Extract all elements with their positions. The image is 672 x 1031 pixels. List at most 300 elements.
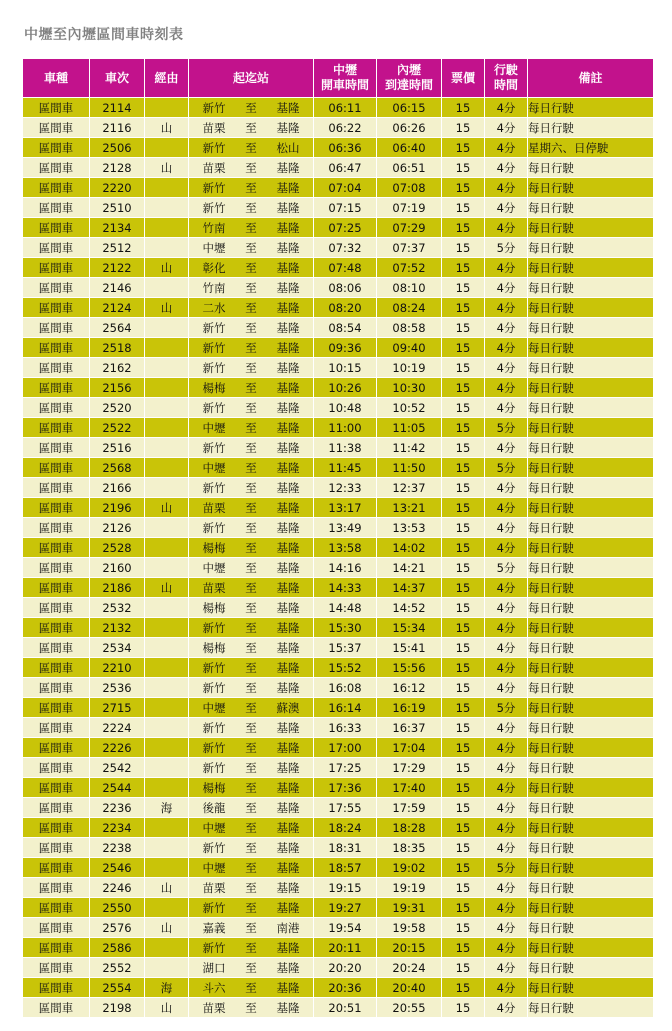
route: [189, 418, 313, 438]
note: 每日行駛: [528, 758, 653, 778]
fare: 15: [442, 798, 484, 818]
route-connector: 至: [245, 700, 257, 715]
arrival-time: 20:40: [377, 978, 441, 998]
train-number: 2586: [90, 938, 144, 958]
note: 每日行駛: [528, 878, 653, 898]
fare: 15: [442, 218, 484, 238]
origin-station: 苗栗: [202, 120, 226, 135]
note: 每日行駛: [528, 718, 653, 738]
train-type: 區間車: [23, 518, 89, 538]
header-train: 車次: [90, 59, 144, 98]
route-connector: 至: [245, 980, 257, 995]
table-row: [23, 178, 653, 198]
duration: 4分: [485, 718, 527, 738]
departure-time: 06:11: [314, 98, 376, 118]
table-row: [23, 678, 653, 698]
train-number: 2122: [90, 258, 144, 278]
via-line: [145, 838, 188, 858]
table-row: [23, 838, 653, 858]
train-type: 區間車: [23, 578, 89, 598]
table-row: [23, 418, 653, 438]
via-line: [145, 438, 188, 458]
table-row: [23, 298, 653, 318]
header-duration-line1: 行駛: [493, 63, 518, 77]
duration: 4分: [485, 278, 527, 298]
arrival-time: 06:15: [377, 98, 441, 118]
arrival-time: 19:58: [377, 918, 441, 938]
origin-station: 苗栗: [202, 580, 226, 595]
train-number: 2116: [90, 118, 144, 138]
table-row: [23, 998, 653, 1018]
table-row: [23, 518, 653, 538]
table-row: [23, 898, 653, 918]
destination-station: 基隆: [276, 420, 300, 435]
via-line: 海: [145, 978, 188, 998]
train-number: 2162: [90, 358, 144, 378]
origin-station: 中壢: [202, 820, 226, 835]
route: [189, 498, 313, 518]
note: 每日行駛: [528, 158, 653, 178]
train-type: 區間車: [23, 918, 89, 938]
header-row: [23, 59, 653, 98]
duration: 4分: [485, 738, 527, 758]
departure-time: 07:48: [314, 258, 376, 278]
train-number: 2564: [90, 318, 144, 338]
train-number: 2510: [90, 198, 144, 218]
table-row: [23, 558, 653, 578]
departure-time: 11:00: [314, 418, 376, 438]
table-row: [23, 478, 653, 498]
train-type: 區間車: [23, 158, 89, 178]
via-line: [145, 538, 188, 558]
origin-station: 楊梅: [202, 540, 226, 555]
via-line: [145, 178, 188, 198]
train-type: 區間車: [23, 998, 89, 1018]
departure-time: 19:54: [314, 918, 376, 938]
note: 每日行駛: [528, 318, 653, 338]
destination-station: 基隆: [276, 880, 300, 895]
departure-time: 06:36: [314, 138, 376, 158]
note: 每日行駛: [528, 378, 653, 398]
via-line: [145, 378, 188, 398]
fare: 15: [442, 278, 484, 298]
route: [189, 198, 313, 218]
via-line: [145, 898, 188, 918]
via-line: [145, 138, 188, 158]
duration: 5分: [485, 418, 527, 438]
via-line: [145, 758, 188, 778]
destination-station: 基隆: [276, 860, 300, 875]
fare: 15: [442, 778, 484, 798]
origin-station: 竹南: [202, 280, 226, 295]
table-row: [23, 538, 653, 558]
destination-station: 松山: [276, 140, 300, 155]
arrival-time: 11:50: [377, 458, 441, 478]
departure-time: 07:25: [314, 218, 376, 238]
train-type: 區間車: [23, 118, 89, 138]
duration: 4分: [485, 398, 527, 418]
note: 每日行駛: [528, 238, 653, 258]
departure-time: 17:36: [314, 778, 376, 798]
fare: 15: [442, 338, 484, 358]
destination-station: 基隆: [276, 980, 300, 995]
note: 每日行駛: [528, 858, 653, 878]
departure-time: 14:48: [314, 598, 376, 618]
departure-time: 17:00: [314, 738, 376, 758]
fare: 15: [442, 618, 484, 638]
fare: 15: [442, 438, 484, 458]
route: [189, 638, 313, 658]
route: [189, 738, 313, 758]
departure-time: 15:52: [314, 658, 376, 678]
train-number: 2234: [90, 818, 144, 838]
fare: 15: [442, 258, 484, 278]
route-connector: 至: [245, 580, 257, 595]
duration: 4分: [485, 138, 527, 158]
via-line: [145, 818, 188, 838]
train-type: 區間車: [23, 898, 89, 918]
route: [189, 598, 313, 618]
route: [189, 298, 313, 318]
table-row: [23, 318, 653, 338]
departure-time: 18:31: [314, 838, 376, 858]
route: [189, 578, 313, 598]
note: 每日行駛: [528, 278, 653, 298]
train-type: 區間車: [23, 378, 89, 398]
duration: 4分: [485, 758, 527, 778]
departure-time: 13:49: [314, 518, 376, 538]
table-row: [23, 578, 653, 598]
destination-station: 基隆: [276, 640, 300, 655]
origin-station: 新竹: [202, 360, 226, 375]
train-type: 區間車: [23, 398, 89, 418]
header-via: 經由: [145, 59, 188, 98]
via-line: [145, 678, 188, 698]
duration: 4分: [485, 518, 527, 538]
arrival-time: 16:19: [377, 698, 441, 718]
origin-station: 新竹: [202, 340, 226, 355]
via-line: 山: [145, 158, 188, 178]
destination-station: 基隆: [276, 560, 300, 575]
table-row: [23, 238, 653, 258]
duration: 5分: [485, 558, 527, 578]
departure-time: 14:33: [314, 578, 376, 598]
origin-station: 新竹: [202, 400, 226, 415]
duration: 4分: [485, 898, 527, 918]
departure-time: 20:20: [314, 958, 376, 978]
via-line: [145, 618, 188, 638]
arrival-time: 08:24: [377, 298, 441, 318]
arrival-time: 06:51: [377, 158, 441, 178]
destination-station: 基隆: [276, 520, 300, 535]
departure-time: 12:33: [314, 478, 376, 498]
duration: 4分: [485, 978, 527, 998]
destination-station: 基隆: [276, 460, 300, 475]
fare: 15: [442, 918, 484, 938]
arrival-time: 17:04: [377, 738, 441, 758]
note: 每日行駛: [528, 398, 653, 418]
route-connector: 至: [245, 780, 257, 795]
route: [189, 818, 313, 838]
arrival-time: 06:40: [377, 138, 441, 158]
destination-station: 基隆: [276, 320, 300, 335]
duration: 4分: [485, 658, 527, 678]
note: 每日行駛: [528, 918, 653, 938]
train-number: 2715: [90, 698, 144, 718]
route-connector: 至: [245, 940, 257, 955]
fare: 15: [442, 398, 484, 418]
fare: 15: [442, 318, 484, 338]
note: 每日行駛: [528, 658, 653, 678]
table-row: [23, 798, 653, 818]
train-type: 區間車: [23, 638, 89, 658]
duration: 4分: [485, 818, 527, 838]
table-row: [23, 698, 653, 718]
departure-time: 13:58: [314, 538, 376, 558]
duration: 4分: [485, 358, 527, 378]
route-connector: 至: [245, 120, 257, 135]
table-row: [23, 958, 653, 978]
origin-station: 湖口: [202, 960, 226, 975]
origin-station: 楊梅: [202, 640, 226, 655]
destination-station: 基隆: [276, 720, 300, 735]
route: [189, 798, 313, 818]
via-line: [145, 598, 188, 618]
route-connector: 至: [245, 180, 257, 195]
arrival-time: 07:08: [377, 178, 441, 198]
route: [189, 558, 313, 578]
route-connector: 至: [245, 660, 257, 675]
origin-station: 楊梅: [202, 380, 226, 395]
departure-time: 19:15: [314, 878, 376, 898]
arrival-time: 16:37: [377, 718, 441, 738]
train-type: 區間車: [23, 358, 89, 378]
origin-station: 新竹: [202, 480, 226, 495]
route: [189, 258, 313, 278]
destination-station: 基隆: [276, 600, 300, 615]
route-connector: 至: [245, 320, 257, 335]
duration: 4分: [485, 298, 527, 318]
train-type: 區間車: [23, 98, 89, 118]
via-line: [145, 658, 188, 678]
via-line: [145, 558, 188, 578]
route-connector: 至: [245, 1000, 257, 1015]
train-type: 區間車: [23, 778, 89, 798]
header-duration-line2: 時間: [493, 78, 518, 92]
duration: 4分: [485, 918, 527, 938]
route: [189, 238, 313, 258]
table-row: [23, 818, 653, 838]
origin-station: 竹南: [202, 220, 226, 235]
fare: 15: [442, 838, 484, 858]
departure-time: 07:04: [314, 178, 376, 198]
duration: 4分: [485, 258, 527, 278]
header-type: 車種: [23, 59, 89, 98]
fare: 15: [442, 538, 484, 558]
duration: 4分: [485, 598, 527, 618]
route: [189, 478, 313, 498]
note: 每日行駛: [528, 778, 653, 798]
arrival-time: 15:41: [377, 638, 441, 658]
table-row: [23, 738, 653, 758]
route-connector: 至: [245, 920, 257, 935]
destination-station: 基隆: [276, 780, 300, 795]
train-type: 區間車: [23, 978, 89, 998]
destination-station: 蘇澳: [276, 700, 300, 715]
train-type: 區間車: [23, 658, 89, 678]
destination-station: 基隆: [276, 660, 300, 675]
via-line: 山: [145, 298, 188, 318]
departure-time: 10:15: [314, 358, 376, 378]
table-row: [23, 918, 653, 938]
route: [189, 138, 313, 158]
destination-station: 基隆: [276, 960, 300, 975]
via-line: [145, 98, 188, 118]
table-row: [23, 978, 653, 998]
via-line: [145, 718, 188, 738]
note: 每日行駛: [528, 118, 653, 138]
arrival-time: 08:10: [377, 278, 441, 298]
train-number: 2210: [90, 658, 144, 678]
via-line: [145, 858, 188, 878]
note: 每日行駛: [528, 838, 653, 858]
route: [189, 538, 313, 558]
header-departure-station: 中壢: [332, 63, 357, 77]
route-connector: 至: [245, 520, 257, 535]
origin-station: 新竹: [202, 720, 226, 735]
destination-station: 基隆: [276, 940, 300, 955]
via-line: [145, 218, 188, 238]
route: [189, 858, 313, 878]
route: [189, 758, 313, 778]
train-number: 2516: [90, 438, 144, 458]
origin-station: 新竹: [202, 620, 226, 635]
duration: 4分: [485, 498, 527, 518]
fare: 15: [442, 98, 484, 118]
arrival-time: 17:59: [377, 798, 441, 818]
via-line: [145, 198, 188, 218]
train-number: 2532: [90, 598, 144, 618]
duration: 5分: [485, 458, 527, 478]
route: [189, 998, 313, 1018]
departure-time: 06:47: [314, 158, 376, 178]
route: [189, 338, 313, 358]
via-line: [145, 958, 188, 978]
origin-station: 中壢: [202, 560, 226, 575]
via-line: 山: [145, 878, 188, 898]
train-type: 區間車: [23, 218, 89, 238]
train-type: 區間車: [23, 818, 89, 838]
arrival-time: 15:56: [377, 658, 441, 678]
destination-station: 基隆: [276, 900, 300, 915]
arrival-time: 20:24: [377, 958, 441, 978]
note: 每日行駛: [528, 898, 653, 918]
header-arrival: [377, 59, 441, 98]
train-type: 區間車: [23, 718, 89, 738]
origin-station: 新竹: [202, 680, 226, 695]
destination-station: 基隆: [276, 740, 300, 755]
fare: 15: [442, 458, 484, 478]
origin-station: 苗栗: [202, 1000, 226, 1015]
route-connector: 至: [245, 760, 257, 775]
duration: 4分: [485, 158, 527, 178]
destination-station: 基隆: [276, 820, 300, 835]
duration: 4分: [485, 478, 527, 498]
destination-station: 基隆: [276, 500, 300, 515]
route-connector: 至: [245, 860, 257, 875]
table-row: [23, 858, 653, 878]
destination-station: 基隆: [276, 240, 300, 255]
origin-station: 新竹: [202, 140, 226, 155]
route: [189, 878, 313, 898]
via-line: [145, 238, 188, 258]
departure-time: 16:33: [314, 718, 376, 738]
fare: 15: [442, 118, 484, 138]
departure-time: 14:16: [314, 558, 376, 578]
destination-station: 基隆: [276, 300, 300, 315]
route-connector: 至: [245, 420, 257, 435]
arrival-time: 08:58: [377, 318, 441, 338]
origin-station: 新竹: [202, 940, 226, 955]
via-line: 山: [145, 498, 188, 518]
table-row: [23, 438, 653, 458]
duration: 4分: [485, 578, 527, 598]
route: [189, 958, 313, 978]
departure-time: 20:51: [314, 998, 376, 1018]
train-type: 區間車: [23, 678, 89, 698]
route: [189, 618, 313, 638]
route-connector: 至: [245, 140, 257, 155]
train-number: 2554: [90, 978, 144, 998]
origin-station: 新竹: [202, 440, 226, 455]
arrival-time: 10:52: [377, 398, 441, 418]
via-line: [145, 338, 188, 358]
fare: 15: [442, 698, 484, 718]
train-type: 區間車: [23, 738, 89, 758]
route: [189, 218, 313, 238]
route: [189, 178, 313, 198]
route: [189, 658, 313, 678]
note: 每日行駛: [528, 978, 653, 998]
train-number: 2220: [90, 178, 144, 198]
origin-station: 新竹: [202, 200, 226, 215]
timetable: [22, 59, 654, 1018]
route-connector: 至: [245, 300, 257, 315]
route-connector: 至: [245, 100, 257, 115]
origin-station: 苗栗: [202, 880, 226, 895]
arrival-time: 09:40: [377, 338, 441, 358]
destination-station: 基隆: [276, 620, 300, 635]
route: [189, 978, 313, 998]
table-row: [23, 598, 653, 618]
origin-station: 楊梅: [202, 600, 226, 615]
note: 每日行駛: [528, 258, 653, 278]
arrival-time: 07:19: [377, 198, 441, 218]
table-row: [23, 278, 653, 298]
departure-time: 11:38: [314, 438, 376, 458]
destination-station: 南港: [276, 920, 300, 935]
departure-time: 15:30: [314, 618, 376, 638]
note: 每日行駛: [528, 678, 653, 698]
duration: 4分: [485, 778, 527, 798]
train-type: 區間車: [23, 178, 89, 198]
train-number: 2542: [90, 758, 144, 778]
table-row: [23, 878, 653, 898]
duration: 4分: [485, 178, 527, 198]
page-title: 中壢至內壢區間車時刻表: [24, 27, 184, 43]
note: 每日行駛: [528, 518, 653, 538]
arrival-time: 12:37: [377, 478, 441, 498]
